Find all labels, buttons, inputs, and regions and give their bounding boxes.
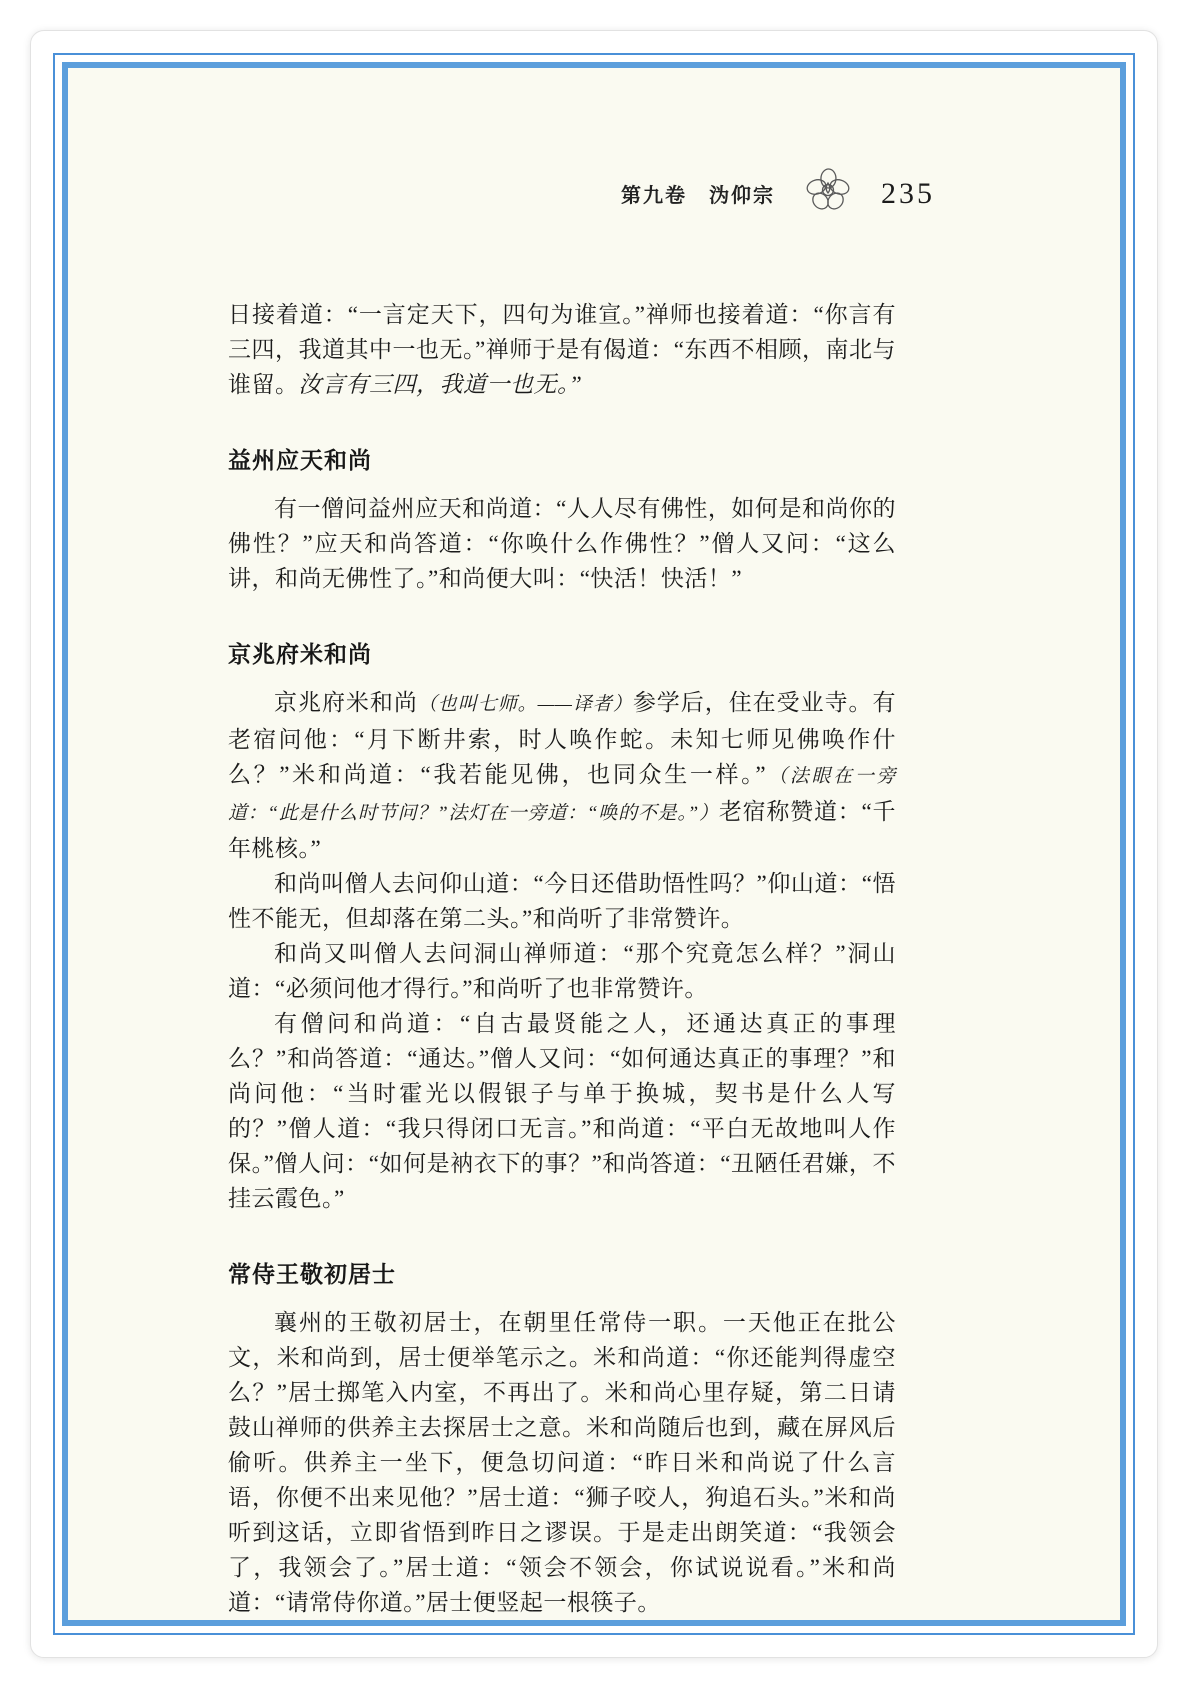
kai-text-segment: （也叫七师。——译者） (417, 694, 633, 715)
page-card (30, 30, 1158, 1658)
kai-text-segment: 汝言有三四，我道一也无。” (298, 372, 583, 397)
inner-frame-border (62, 62, 1126, 1626)
school-label: 沩仰宗 (709, 185, 775, 207)
section-heading: 常侍王敬初居士 (228, 1261, 396, 1287)
paragraph (228, 936, 896, 1006)
paragraph (228, 685, 896, 866)
text-segment: 日接着道：“一言定天下，四句为谁宣。”禅师也接着道：“你言有三四，我道其中一也无。”禅师于是有偈道：“东西不相顾，南北与谁留。 (228, 302, 896, 397)
running-head (621, 179, 775, 208)
volume-label: 第九卷 (621, 185, 687, 207)
section-heading: 京兆府米和尚 (228, 641, 372, 667)
paragraph (228, 297, 896, 402)
page-header (228, 168, 935, 219)
text-segment: 和尚叫僧人去问仰山道：“今日还借助悟性吗？”仰山道：“悟性不能无，但却落在第二头。”和尚听了非常赞许。 (228, 871, 896, 931)
text-segment: 老宿称赞道：“千年桃核。” (228, 799, 896, 861)
paper-area (68, 68, 1120, 1620)
text-segment: 襄州的王敬初居士，在朝里任常侍一职。一天他正在批公文，米和尚到，居士便举笔示之。米和尚道：“你还能判得虚空么？”居士掷笔入内室，不再出了。米和尚心里存疑，第二日请鼓山禅师的供养主去探居士之意。米和尚随后也到，藏在屏风后偷听。供养主一坐下，便急切问道：“昨日米和尚说了什么言语，你便不出来见他？”居士道：“狮子咬人，狗追石头。”米和尚听到这话，立即省悟到昨日之谬误。于是走出朗笑道：“我领会了，我领会了。”居士道：“领会不领会，你试说说看。”米和尚道：“请常侍你道。”居士便竖起一根筷子。 (228, 1310, 896, 1615)
text-segment: 参学后，住在受业寺。有老宿问他：“月下断井索，时人唤作蛇。未知七师见佛唤作什么？”米和尚道：“我若能见佛，也同众生一样。” (228, 690, 897, 787)
page-number: 235 (881, 176, 935, 210)
paragraph (228, 1305, 896, 1620)
text-column (228, 297, 896, 1620)
paragraph (228, 491, 896, 596)
flower-ornament-icon (799, 168, 857, 219)
paragraph (228, 866, 896, 936)
text-segment: 有一僧问益州应天和尚道：“人人尽有佛性，如何是和尚你的佛性？”应天和尚答道：“你唤什么作佛性？”僧人又问：“这么讲，和尚无佛性了。”和尚便大叫：“快活！快活！” (228, 496, 896, 591)
paragraph (228, 1006, 896, 1216)
kai-text-segment: （法眼在一旁道：“此是什么时节问？”法灯在一旁道：“唤的不是。”） (228, 766, 896, 824)
section-heading: 益州应天和尚 (228, 447, 372, 473)
text-segment: 京兆府米和尚 (274, 690, 418, 715)
text-segment: 有僧问和尚道：“自古最贤能之人，还通达真正的事理么？”和尚答道：“通达。”僧人又问：“如何通达真正的事理？”和尚问他：“当时霍光以假银子与单于换城，契书是什么人写的？”僧人道：“我只得闭口无言。”和尚道：“平白无故地叫人作保。”僧人问：“如何是衲衣下的事？”和尚答道：“丑陋任君嫌，不挂云霞色。” (228, 1011, 896, 1211)
text-segment: 和尚又叫僧人去问洞山禅师道：“那个究竟怎么样？”洞山道：“必须问他才得行。”和尚听了也非常赞许。 (228, 941, 896, 1001)
